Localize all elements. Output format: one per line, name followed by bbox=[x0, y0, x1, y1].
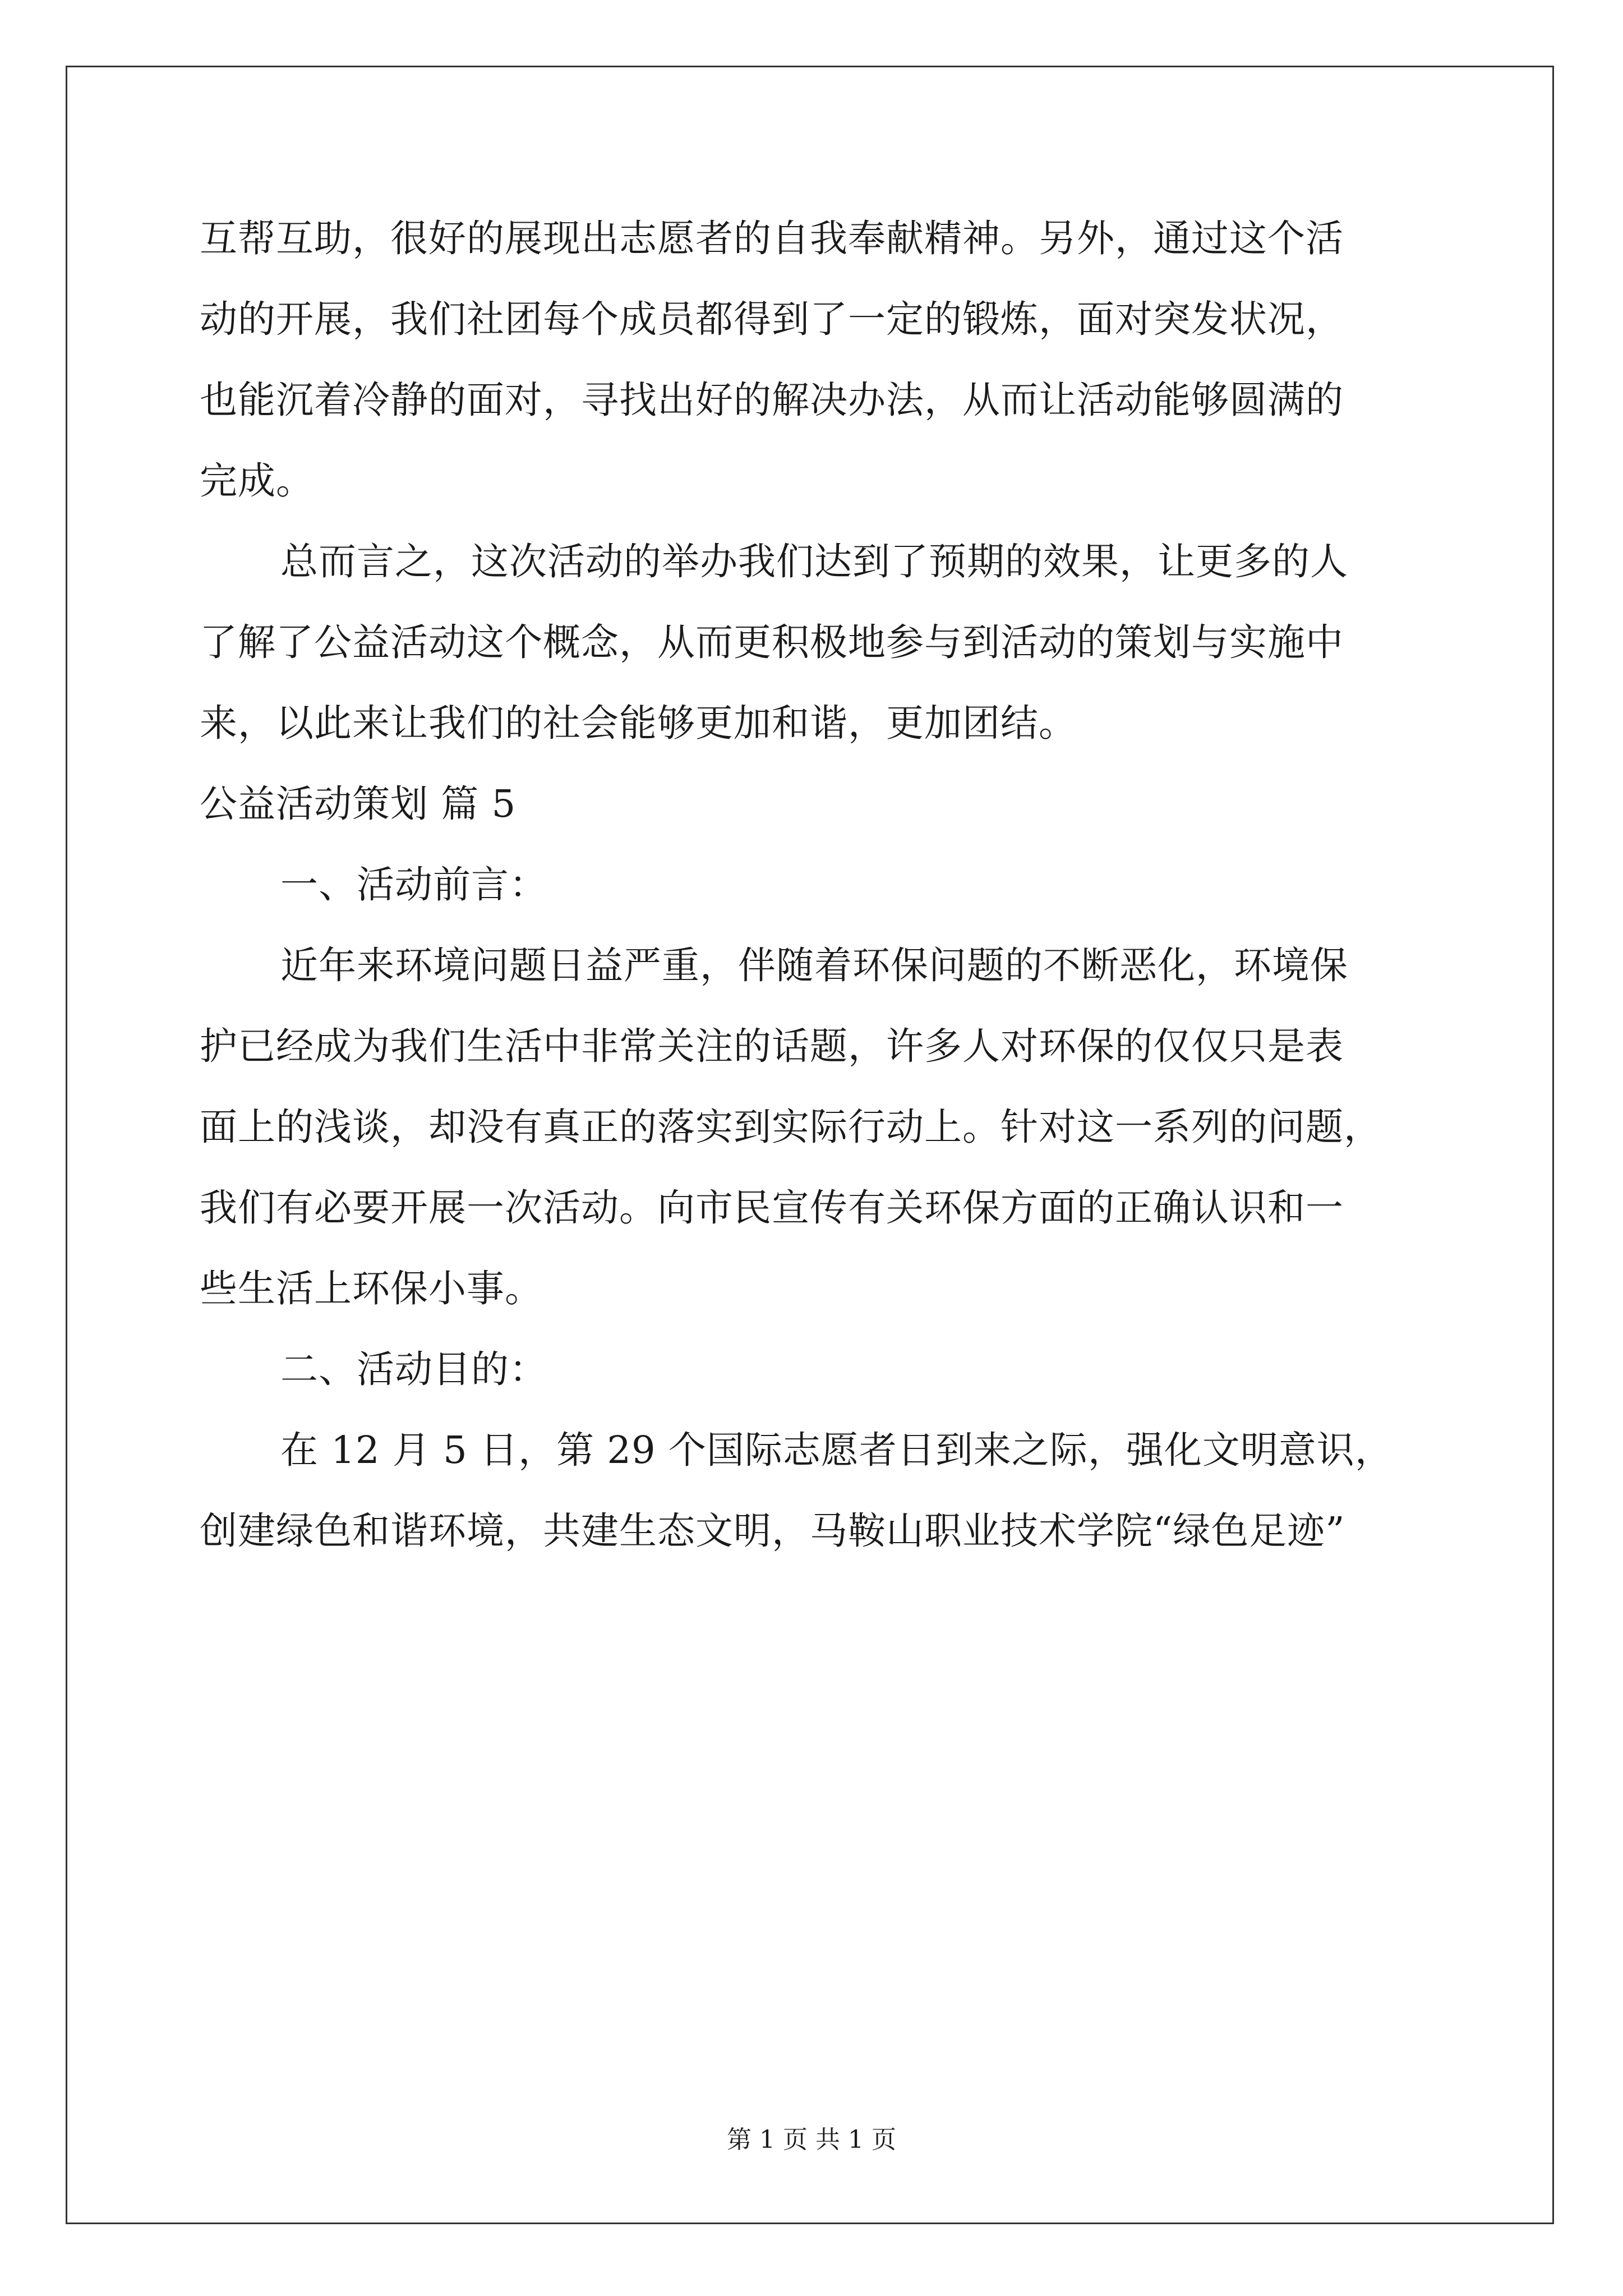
paragraph-line: 完成。 bbox=[200, 459, 314, 503]
paragraph-line: 面上的浅谈，却没有真正的落实到实际行动上。针对这一系列的问题， bbox=[200, 1105, 1382, 1149]
paragraph-line: 也能沉着冷静的面对，寻找出好的解决办法，从而让活动能够圆满的 bbox=[200, 378, 1344, 422]
paragraph-line: 些生活上环保小事。 bbox=[200, 1267, 543, 1310]
paragraph-line: 动的开展，我们社团每个成员都得到了一定的锻炼，面对突发状况， bbox=[200, 297, 1344, 341]
section-heading: 公益活动策划 篇 5 bbox=[200, 782, 517, 826]
paragraph-line: 总而言之，这次活动的举办我们达到了预期的效果，让更多的人 bbox=[280, 540, 1348, 583]
paragraph-line: 近年来环境问题日益严重，伴随着环保问题的不断恶化，环境保 bbox=[280, 944, 1348, 987]
paragraph-line: 在 12 月 5 日，第 29 个国际志愿者日到来之际，强化文明意识， bbox=[280, 1428, 1393, 1472]
paragraph-line: 我们有必要开展一次活动。向市民宣传有关环保方面的正确认识和一 bbox=[200, 1186, 1344, 1230]
paragraph-line: 了解了公益活动这个概念，从而更积极地参与到活动的策划与实施中 bbox=[200, 620, 1344, 664]
paragraph-line: 来，以此来让我们的社会能够更加和谐，更加团结。 bbox=[200, 701, 1077, 745]
subheading: 一、活动前言： bbox=[280, 863, 547, 907]
paragraph-line: 互帮互助，很好的展现出志愿者的自我奉献精神。另外，通过这个活 bbox=[200, 217, 1344, 260]
paragraph-line: 创建绿色和谐环境，共建生态文明，马鞍山职业技术学院“绿色足迹” bbox=[200, 1509, 1345, 1553]
paragraph-line: 护已经成为我们生活中非常关注的话题，许多人对环保的仅仅只是表 bbox=[200, 1024, 1344, 1068]
page-number-footer: 第 1 页 共 1 页 bbox=[727, 2125, 896, 2154]
subheading: 二、活动目的： bbox=[280, 1347, 547, 1391]
